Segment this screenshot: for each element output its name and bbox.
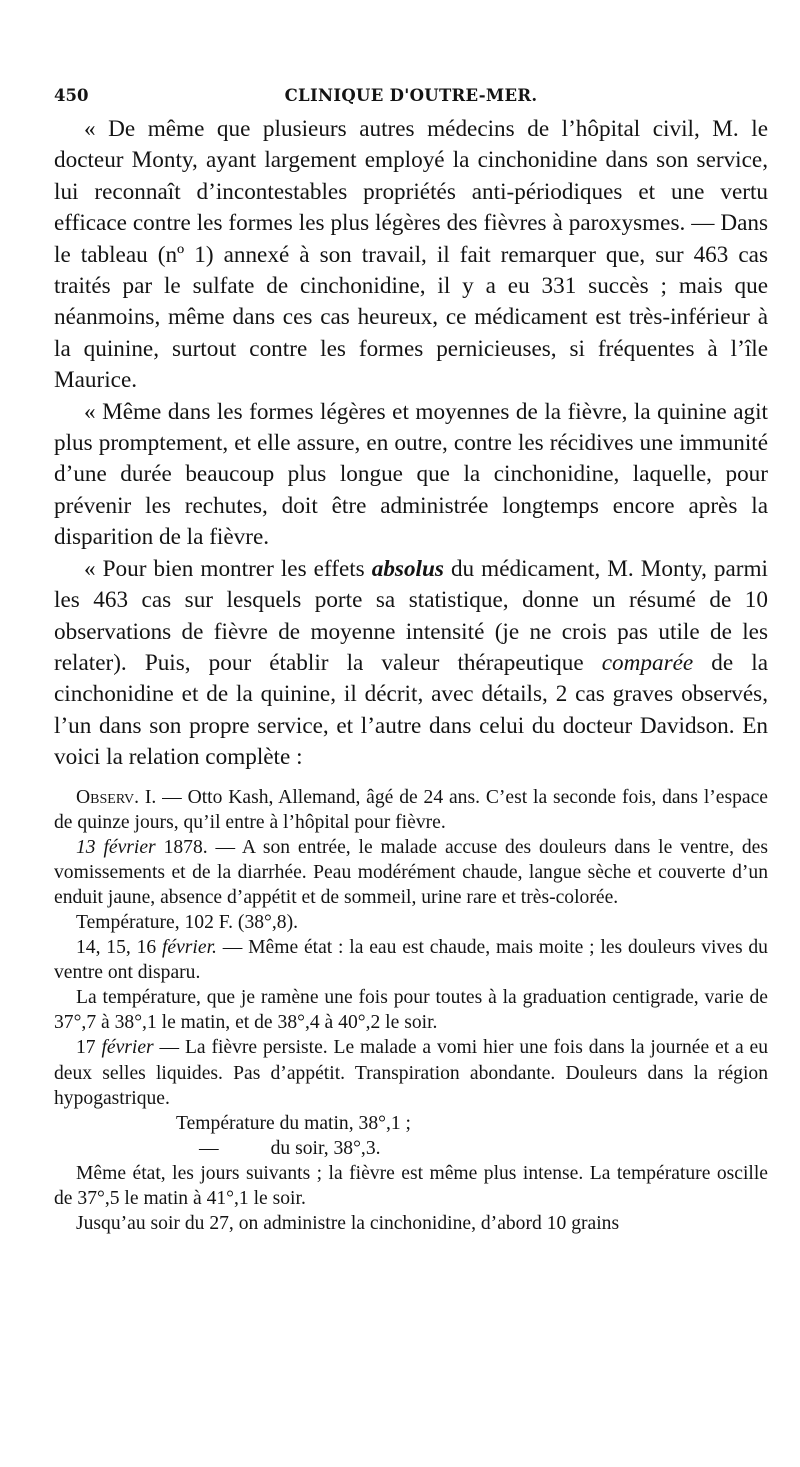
observation-block bbox=[54, 785, 768, 1237]
paragraph-2: « Même dans les formes légères et moyennes de la fièvre, la quinine agit plus promptement, et elle assure, en outre, contre les récidives une immunité d’une durée beaucoup plus longue que la cinchonidine, laquelle, pour prévenir les rechutes, doit être administrée longtemps encore après la disparition de la fièvre. bbox=[54, 398, 768, 551]
temperature-morning: Température du matin, 38°,1 ; bbox=[176, 1112, 411, 1134]
observation-entry-5: Même état, les jours suivants ; la fièvre est même plus intense. La température oscille de 37°,5 le matin à 41°,1 le soir. bbox=[54, 1162, 768, 1210]
entry-4-date: 17 bbox=[76, 1037, 96, 1059]
observation-intro bbox=[54, 785, 768, 835]
entry-2-month: février. bbox=[161, 937, 217, 959]
paragraph-3-middle: du médicament, M. Monty, parmi les 463 cas sur lesquels porte sa statistique, donne un résumé de 10 observations de fièvre de moyenne intensité (je ne crois pas utile de les relater). Puis, pour établir la valeur thérapeutique bbox=[54, 555, 768, 676]
temperature-evening bbox=[54, 1136, 768, 1161]
observation-entry-3: La température, que je ramène une fois pour toutes à la graduation centigrade, varie de 37°,7 à 38°,1 le matin, et de 38°,4 à 40°,2 le soir. bbox=[54, 987, 768, 1034]
observation-entry-1 bbox=[54, 835, 768, 910]
observation-entry-2 bbox=[54, 935, 768, 985]
emphasis-absolus: absolus bbox=[371, 555, 444, 582]
page-number: 450 bbox=[54, 86, 89, 105]
entry-2-date: 14, 15, 16 bbox=[76, 937, 157, 959]
paragraph-3-start: « Pour bien montrer les effets bbox=[84, 555, 365, 582]
entry-4-text: — La fièvre persiste. Le malade a vomi hier une fois dans la journée et a eu deux selles liquides. Pas d’appétit. Transpiration abondante. Douleurs dans la région hypogastrique. bbox=[54, 1037, 769, 1109]
observation-label: Observ. I. bbox=[76, 786, 157, 808]
entry-4-month: février bbox=[101, 1037, 154, 1059]
temperature-evening-text: du soir, 38°,3. bbox=[270, 1137, 381, 1159]
temperature-1: Température, 102 F. (38°,8). bbox=[76, 912, 298, 933]
entry-2-text: — Même état : la eau est chaude, mais moite ; les douleurs vives du ventre ont disparu. bbox=[54, 937, 768, 984]
running-title: CLINIQUE D'OUTRE-MER. bbox=[284, 86, 538, 105]
book-page bbox=[54, 78, 768, 1236]
observation-entry-6: Jusqu’au soir du 27, on administre la cinchonidine, d’abord 10 grains bbox=[76, 1213, 620, 1235]
main-text bbox=[54, 114, 768, 774]
ditto-dash: — bbox=[199, 1137, 219, 1159]
entry-1-date: 13 février bbox=[76, 836, 156, 858]
observation-intro-text: — Otto Kash, Allemand, âgé de 24 ans. C’est la seconde fois, dans l’espace de quinze jours, qu’il entre à l’hôpital pour fièvre. bbox=[54, 786, 768, 833]
paragraph-3 bbox=[54, 554, 768, 774]
running-header bbox=[54, 78, 768, 112]
paragraph-3-end: de la cinchonidine et de la quinine, il décrit, avec détails, 2 cas graves observés, l’un dans son propre service, et l’autre dans celui du docteur Davidson. En voici la relation complète : bbox=[54, 649, 769, 771]
observation-entry-4 bbox=[54, 1035, 768, 1110]
emphasis-comparee: comparée bbox=[601, 649, 694, 676]
entry-1-text: 1878. — A son entrée, le malade accuse des douleurs dans le ventre, des vomissements et de la diarrhée. Peau modérément chaude, langue sèche et couverte d’un enduit jaune, absence d’appétit et de sommeil, urine rare et très-colorée. bbox=[54, 836, 768, 908]
paragraph-1: « De même que plusieurs autres médecins de l’hôpital civil, M. le docteur Monty, ayant largement employé la cinchonidine dans son service, lui reconnaît d’incontestables propriétés anti-périodiques et une vertu efficace contre les formes les plus légères des fièvres à paroxysmes. — Dans le tableau (nº 1) annexé à son travail, il fait remarquer que, sur 463 cas traités par le sulfate de cinchonidine, il y a eu 331 succès ; mais que néanmoins, même dans ces cas heureux, ce médicament est très-inférieur à la quinine, surtout contre les formes pernicieuses, si fréquentes à l’île Maurice. bbox=[54, 116, 768, 394]
